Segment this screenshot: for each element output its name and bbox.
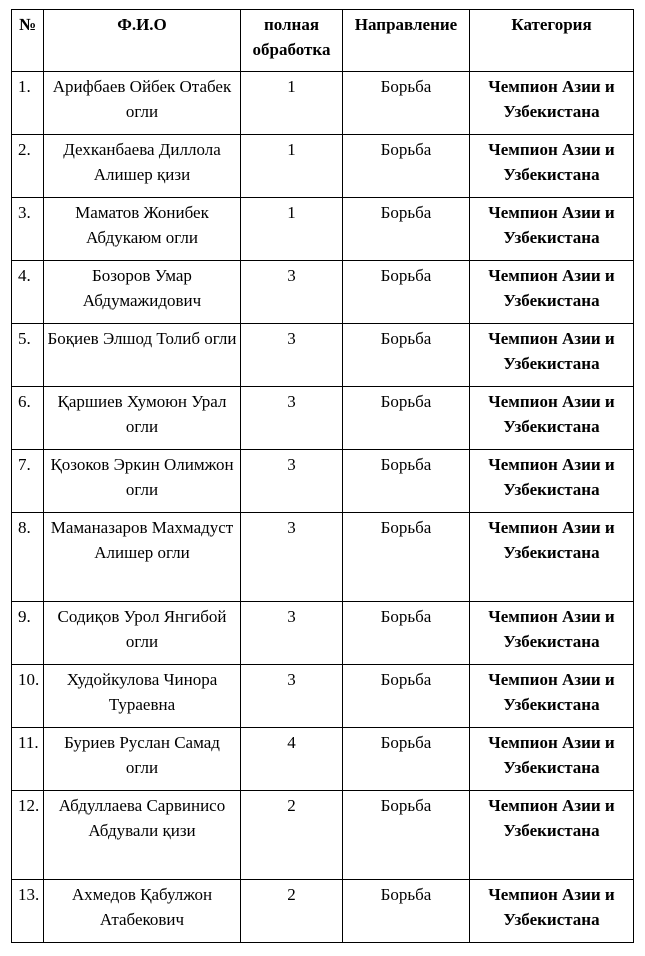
row-num: 5. [12,324,44,387]
row-category: Чемпион Азии и Узбекистана [470,513,634,602]
table-row [12,198,634,261]
row-category: Чемпион Азии и Узбекистана [470,665,634,728]
row-processing: 2 [241,791,343,880]
row-direction: Борьба [343,72,470,135]
row-direction: Борьба [343,135,470,198]
row-processing: 3 [241,324,343,387]
row-direction: Борьба [343,602,470,665]
header-num: № [12,10,44,72]
row-category: Чемпион Азии и Узбекистана [470,602,634,665]
header-processing: полная обработка [241,10,343,72]
row-num: 10. [12,665,44,728]
row-direction: Борьба [343,450,470,513]
row-num: 2. [12,135,44,198]
athletes-table [11,9,634,943]
row-name: Ахмедов Қабулжон Атабекович [44,880,241,943]
row-num: 3. [12,198,44,261]
header-direction: Направление [343,10,470,72]
table-row [12,324,634,387]
row-name: Дехканбаева Диллола Алишер қизи [44,135,241,198]
row-category: Чемпион Азии и Узбекистана [470,261,634,324]
row-processing: 3 [241,665,343,728]
row-category: Чемпион Азии и Узбекистана [470,198,634,261]
row-processing: 1 [241,198,343,261]
row-processing: 2 [241,880,343,943]
row-name: Боқиев Элшод Толиб огли [44,324,241,387]
row-num: 13. [12,880,44,943]
table-row [12,72,634,135]
table-row [12,880,634,943]
table-row [12,728,634,791]
row-num: 12. [12,791,44,880]
row-direction: Борьба [343,198,470,261]
header-name: Ф.И.О [44,10,241,72]
row-name: Арифбаев Ойбек Отабек огли [44,72,241,135]
table-row [12,387,634,450]
row-num: 8. [12,513,44,602]
row-name: Маматов Жонибек Абдукаюм огли [44,198,241,261]
row-num: 6. [12,387,44,450]
header-category: Категория [470,10,634,72]
row-direction: Борьба [343,880,470,943]
row-category: Чемпион Азии и Узбекистана [470,324,634,387]
row-direction: Борьба [343,728,470,791]
row-name: Буриев Руслан Самад огли [44,728,241,791]
row-processing: 1 [241,72,343,135]
row-category: Чемпион Азии и Узбекистана [470,880,634,943]
row-direction: Борьба [343,513,470,602]
row-processing: 3 [241,387,343,450]
row-num: 11. [12,728,44,791]
row-name: Қаршиев Хумоюн Урал огли [44,387,241,450]
row-name: Худойкулова Чинора Тураевна [44,665,241,728]
row-category: Чемпион Азии и Узбекистана [470,728,634,791]
row-direction: Борьба [343,387,470,450]
table-row [12,261,634,324]
table-row [12,450,634,513]
table-header-row [12,10,634,72]
row-direction: Борьба [343,665,470,728]
row-processing: 1 [241,135,343,198]
row-category: Чемпион Азии и Узбекистана [470,72,634,135]
row-processing: 4 [241,728,343,791]
row-direction: Борьба [343,261,470,324]
row-num: 7. [12,450,44,513]
row-direction: Борьба [343,791,470,880]
row-processing: 3 [241,602,343,665]
table-row [12,791,634,880]
row-category: Чемпион Азии и Узбекистана [470,387,634,450]
row-processing: 3 [241,513,343,602]
row-num: 4. [12,261,44,324]
row-category: Чемпион Азии и Узбекистана [470,450,634,513]
row-name: Абдуллаева Сарвинисо Абдували қизи [44,791,241,880]
row-num: 1. [12,72,44,135]
row-name: Содиқов Урол Янгибой огли [44,602,241,665]
row-category: Чемпион Азии и Узбекистана [470,135,634,198]
row-num: 9. [12,602,44,665]
table-row [12,665,634,728]
row-direction: Борьба [343,324,470,387]
table-row [12,513,634,602]
row-processing: 3 [241,261,343,324]
row-category: Чемпион Азии и Узбекистана [470,791,634,880]
row-name: Бозоров Умар Абдумажидович [44,261,241,324]
row-name: Қозоков Эркин Олимжон огли [44,450,241,513]
row-name: Маманазаров Махмадуст Алишер огли [44,513,241,602]
table-row [12,602,634,665]
table-row [12,135,634,198]
row-processing: 3 [241,450,343,513]
